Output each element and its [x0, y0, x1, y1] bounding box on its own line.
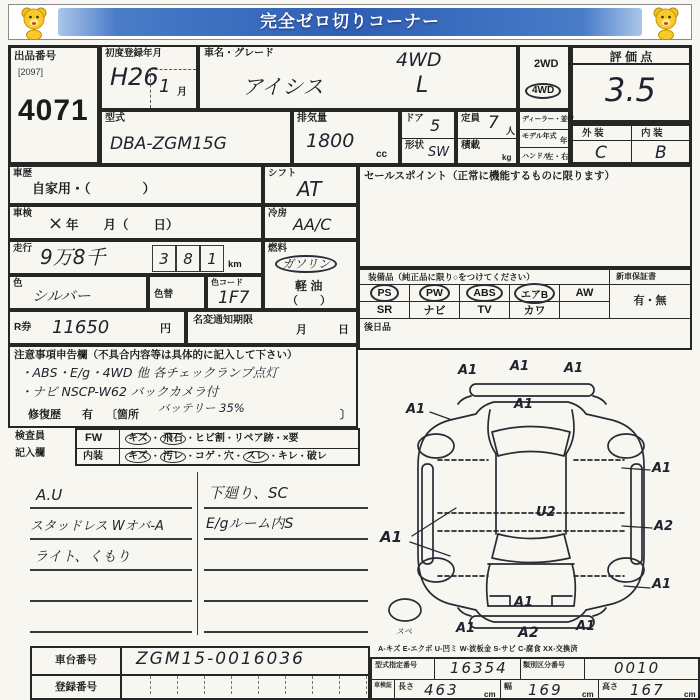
inspector-title-1: 検査員: [15, 431, 45, 442]
capacity-load-box: [456, 110, 518, 165]
divider: [520, 129, 568, 130]
inspection-box: [8, 205, 263, 240]
fuel-label: 燃料: [268, 243, 288, 254]
mileage-digit-cell: [176, 245, 200, 272]
shape-label: 形状: [405, 140, 425, 151]
recolor-box: [148, 275, 206, 310]
memo-rule: [30, 569, 192, 571]
equipment-cell: [410, 302, 460, 319]
door-value: 5: [430, 116, 441, 135]
memo-column-divider: [197, 472, 198, 635]
divider: [500, 679, 501, 700]
interior-item: 破レ: [306, 451, 327, 462]
capacity-label: 定員: [461, 113, 481, 124]
displacement-box: [292, 110, 400, 165]
interior-item: スレ: [243, 451, 269, 463]
fw-item: ×要: [282, 433, 299, 444]
height-value: 167: [630, 681, 665, 699]
inspection-mark: ×: [48, 213, 64, 234]
capacity-value: 7: [488, 113, 499, 133]
model-year-unit: 年: [560, 136, 568, 145]
equipment-box: [358, 268, 692, 350]
chassis-number-label: 車台番号: [55, 654, 97, 666]
divider: [372, 679, 698, 680]
registration-number-label: 登録番号: [55, 681, 97, 693]
shift-label: シフト: [268, 168, 297, 179]
damage-label-front-bumper-center: A1: [510, 359, 530, 374]
caution-line-1: ・ABS・E/g・4WD 他 各チェックランプ点灯: [20, 365, 278, 380]
fw-item: キズ: [125, 433, 151, 445]
first-registration-month: 1: [159, 76, 171, 97]
shift-box: [263, 165, 358, 205]
divider: [520, 147, 568, 148]
equipment-cell: [510, 285, 560, 302]
load-unit: kg: [502, 153, 512, 162]
door-shape-box: [400, 110, 456, 165]
interior-row-label: 内装: [83, 451, 103, 462]
month-unit: 月: [177, 87, 187, 98]
mileage-box: [8, 240, 263, 275]
r-ticket-box: [8, 310, 186, 345]
model-year-label: モデル年式: [522, 133, 557, 140]
item-separator: ・: [150, 451, 160, 461]
divider: [394, 679, 395, 700]
fuel-box: [263, 240, 358, 310]
damage-legend: A-キズ E-エクボ U-凹ミ W-波板金 S-サビ C-腐食 XX-交換済: [378, 644, 578, 653]
handle-label: ハンドル: [522, 153, 550, 160]
equipment-item-airbag: エアB: [514, 283, 555, 304]
interior-item: キズ: [125, 451, 151, 463]
exterior-grade: C: [595, 143, 607, 163]
fw-item: 飛石: [160, 433, 186, 445]
damage-label-right-rear: A1: [652, 577, 672, 592]
interior-item: 穴: [223, 451, 234, 462]
chassis-number-value: ZGM15-0016036: [136, 649, 305, 669]
equipment-cell: [460, 302, 510, 319]
r-ticket-value: 11650: [52, 317, 110, 338]
interior-item: キレ: [277, 451, 298, 462]
height-label: 高さ: [602, 682, 618, 691]
drive-type-box: [518, 45, 570, 110]
door-label: ドア: [405, 113, 424, 124]
width-unit: cm: [582, 690, 594, 699]
inspection-label: 車検: [13, 208, 33, 219]
equipment-header: 装備品（純正品に限り○をつけてください）: [360, 270, 610, 285]
divider: [520, 659, 521, 679]
mileage-handwritten: 9万8千: [40, 245, 106, 269]
divider: [584, 659, 585, 679]
mileage-digit-cell: [152, 245, 176, 272]
repair-history-value: 有: [82, 409, 93, 421]
item-separator: ・: [233, 451, 243, 461]
equipment-cell: [360, 285, 410, 302]
divider: [573, 140, 689, 141]
history-box: [8, 165, 263, 205]
aircon-value: AA/C: [293, 215, 332, 234]
interior-grade: B: [655, 143, 667, 163]
sales-point-label: セールスポイント（正常に機能するものに限ります）: [364, 170, 616, 182]
length-label: 長さ: [398, 682, 414, 691]
capacity-unit: 人: [506, 126, 516, 136]
mileage-digit-cell: [200, 245, 224, 272]
memo-left-line-1: A.U: [36, 486, 63, 504]
vehicle-grade-value: L: [416, 73, 429, 98]
divider: [434, 659, 435, 679]
divider: [598, 679, 599, 700]
repair-history-label: 修復歴: [28, 409, 61, 421]
name-change-month: 月: [296, 324, 307, 336]
interior-item: 汚レ: [160, 451, 186, 463]
item-separator: ・: [273, 433, 283, 443]
recolor-label: 色替: [154, 289, 174, 300]
width-label: 幅: [504, 682, 512, 691]
divider: [119, 430, 120, 464]
divider: [631, 126, 632, 162]
divider: [120, 648, 122, 698]
drive-2wd-option: 2WD: [534, 58, 559, 70]
color-label: 色: [13, 278, 23, 289]
memo-right-line-2: E/gルーム内S: [206, 516, 294, 532]
height-unit: cm: [684, 690, 696, 699]
history-value: 自家用・（ ）: [32, 181, 156, 196]
damage-label-rear-hatch: A1: [514, 595, 534, 610]
model-code-box: [100, 110, 292, 165]
item-separator: ・: [268, 451, 278, 461]
score-box: [570, 45, 692, 123]
fuel-diesel-option: 軽 油: [295, 279, 323, 293]
vehicle-drive-note: 4WD: [396, 49, 442, 71]
mileage-unit: km: [228, 259, 242, 270]
vehicle-name-box: [198, 45, 518, 110]
score-label: 評 価 点: [573, 48, 689, 65]
mileage-label: 走行: [13, 243, 33, 254]
memo-rule: [204, 631, 368, 633]
damage-label-rear-bumper-left: A1: [456, 621, 476, 636]
shift-value: AT: [297, 177, 322, 201]
model-code-label: 型式: [105, 113, 125, 124]
mileage-digit: 3: [159, 249, 169, 268]
width-value: 169: [528, 681, 563, 699]
class-number-value: 0010: [614, 659, 661, 677]
memo-right-line-1: 下廻り、SC: [208, 484, 288, 502]
divider: [402, 138, 454, 139]
r-ticket-unit: 円: [160, 323, 171, 335]
score-value: 3.5: [605, 71, 656, 109]
color-value: シルバー: [32, 287, 91, 305]
color-box: [8, 275, 148, 310]
aircon-label: 冷房: [268, 208, 288, 219]
dimensions-table: [370, 657, 700, 700]
memo-rule: [204, 538, 368, 540]
first-registration-month-cell: [150, 69, 196, 108]
damage-label-right-rear-quarter: A2: [654, 519, 674, 534]
registration-dotted-cells: [124, 676, 368, 696]
first-registration-box: [100, 45, 198, 110]
drive-4wd-option: 4WD: [525, 83, 561, 99]
memo-rule: [30, 631, 192, 633]
equipment-item-tv: TV: [477, 304, 492, 316]
exterior-label: 外 装: [582, 128, 604, 139]
fuel-gasoline-option: ガソリン: [275, 255, 337, 273]
lot-number-label: 出品番号: [14, 50, 56, 62]
damage-label-hood: A1: [514, 397, 534, 412]
type-designation-label: 型式指定番号: [375, 662, 417, 669]
first-registration-label: 初度登録年月: [105, 48, 163, 59]
length-unit: cm: [484, 690, 496, 699]
length-value: 463: [424, 681, 459, 699]
repair-location-close: 〕: [340, 409, 351, 421]
equipment-cell: [410, 285, 460, 302]
chassis-reg-box: [30, 646, 370, 700]
name-change-box: [186, 310, 358, 345]
equipment-item-ps: PS: [370, 284, 398, 302]
warranty-value: 有・無: [610, 285, 690, 319]
color-code-value: 1F7: [218, 288, 250, 308]
memo-left-line-2: スタッドレス Wオバ-A: [30, 519, 164, 534]
caution-box: [8, 345, 358, 428]
later-items-label: 後日品: [364, 322, 392, 332]
equipment-cell: [360, 302, 410, 319]
handle-value: 左・右: [546, 152, 569, 161]
repair-location-open: 〔箇所: [106, 409, 139, 421]
equipment-item-leather: カワ: [523, 305, 546, 317]
type-designation-value: 16354: [450, 659, 508, 677]
item-separator: ・: [214, 451, 224, 461]
memo-rule: [204, 569, 368, 571]
item-separator: ・: [185, 433, 195, 443]
damage-label-center-dent: U2: [536, 505, 556, 520]
shape-value: SW: [428, 145, 450, 160]
equipment-cell: [510, 302, 560, 319]
name-change-label: 名変通知期限: [193, 315, 253, 326]
equipment-item-abs: ABS: [466, 284, 502, 302]
damage-label-right-side: A1: [652, 461, 672, 476]
name-change-day: 日: [338, 324, 349, 336]
dealer-label: ディーラー・並行: [522, 116, 574, 123]
damage-label-rear-bumper-center: A2: [518, 625, 539, 641]
equipment-item-aw: AW: [575, 287, 594, 299]
first-registration-year: H26: [110, 63, 159, 91]
fw-item: リペア跡: [233, 433, 274, 444]
exterior-interior-box: [570, 123, 692, 165]
load-label: 積載: [461, 140, 481, 151]
inspector-grid: [75, 428, 360, 466]
damage-label-rear-bumper-right: A1: [576, 619, 596, 634]
caution-line-3: バッテリー 35%: [158, 401, 245, 415]
aircon-box: [263, 205, 358, 240]
memo-rule: [30, 600, 192, 602]
damage-label-left-front: A1: [406, 402, 426, 417]
equipment-cell: [560, 285, 610, 302]
inspector-title-2: 記入欄: [15, 448, 45, 459]
fuel-other-paren: （ ）: [287, 295, 331, 307]
color-code-box: [206, 275, 263, 310]
equipment-cell: [460, 285, 510, 302]
damage-label-front-bumper-left: A1: [458, 363, 478, 378]
vehicle-name-value: アイシス: [242, 75, 324, 99]
equipment-item-navi: ナビ: [423, 305, 446, 317]
displacement-value: 1800: [306, 130, 355, 152]
lot-code: [2097]: [18, 67, 44, 77]
memo-rule: [30, 538, 192, 540]
memo-left-line-3: ライト、くもり: [34, 549, 131, 565]
mileage-digit: 1: [207, 249, 217, 268]
damage-label-front-bumper-right: A1: [564, 361, 584, 376]
item-separator: ・: [224, 433, 234, 443]
lot-number-box: [8, 45, 100, 165]
item-separator: ・: [297, 451, 307, 461]
interior-items: [125, 451, 327, 463]
warranty-label: 新車保証書: [610, 270, 690, 285]
displacement-unit: cc: [376, 149, 388, 160]
memo-rule: [204, 507, 368, 509]
item-separator: ・: [185, 451, 195, 461]
interior-item: コゲ: [194, 451, 215, 462]
teddy-bear-icon: [650, 5, 682, 39]
dimensions-row-label: 車検証: [374, 683, 393, 689]
dealer-handle-box: [518, 110, 574, 165]
damage-label-left-side: A1: [380, 528, 403, 546]
memo-rule: [204, 600, 368, 602]
color-code-label: 色コード: [211, 278, 243, 287]
memo-rule: [30, 507, 192, 509]
item-separator: ・: [150, 433, 160, 443]
lot-number-value: 4071: [18, 94, 89, 127]
interior-label: 内 装: [641, 128, 663, 139]
history-label: 車歴: [13, 168, 33, 179]
displacement-label: 排気量: [297, 113, 327, 124]
r-ticket-label: R券: [14, 322, 32, 333]
equipment-cell: [560, 302, 610, 319]
mileage-digit: 8: [183, 249, 193, 268]
model-code-value: DBA-ZGM15G: [110, 134, 227, 154]
damage-label-spare: スペ: [396, 627, 412, 636]
caution-header: 注意事項申告欄（不具合内容等は具体的に記入して下さい）: [14, 349, 298, 361]
fw-items: [125, 433, 299, 445]
equipment-item-pw: PW: [419, 284, 450, 302]
fw-label: FW: [85, 432, 103, 444]
caution-line-2: ・ナビ NSCP-W62 バックカメラ付: [20, 384, 219, 399]
inspection-text: 年 月（ 日）: [66, 218, 179, 232]
banner-title: 完全ゼロ切りコーナー: [260, 12, 440, 31]
teddy-bear-icon: [18, 5, 50, 39]
fw-item: ヒビ割: [194, 433, 225, 444]
sales-point-box: [358, 165, 692, 268]
divider: [458, 138, 516, 139]
class-number-label: 類別区分番号: [523, 662, 565, 669]
vehicle-name-label: 車名・グレード: [204, 48, 274, 59]
equipment-item-sr: SR: [376, 304, 393, 316]
